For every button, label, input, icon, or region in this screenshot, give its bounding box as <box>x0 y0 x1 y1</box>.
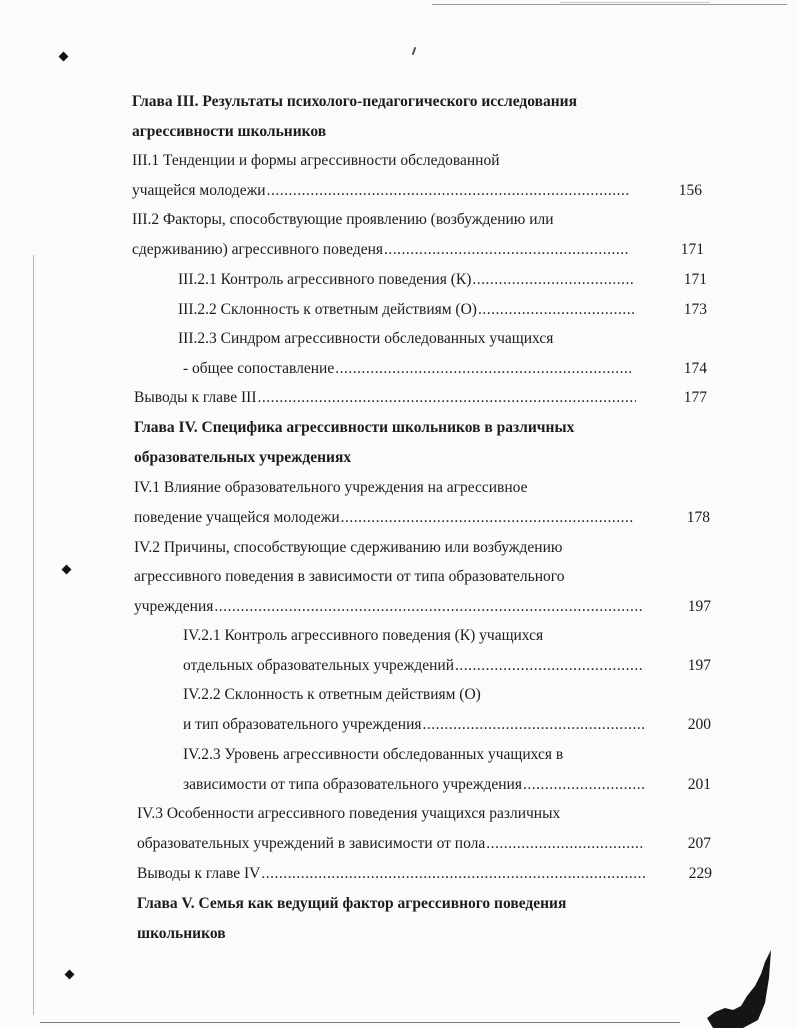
toc-entry-text: отдельных образовательных учреждений <box>183 657 454 674</box>
toc-entry-text: Выводы к главе III <box>134 389 257 406</box>
toc-entry-4-2-1: IV.2.1 Контроль агрессивного поведения (К) учащихся <box>183 627 544 644</box>
page-number: 207 <box>687 835 711 852</box>
toc-entry-ch4-conclusions <box>137 860 645 888</box>
chapter-4-title-cont: образовательных учреждениях <box>134 449 352 466</box>
toc-entry-3-1-cont <box>132 177 630 205</box>
toc-entry-text: сдерживанию) агрессивного поведеня <box>132 241 384 258</box>
toc-entry-4-2-3: IV.2.3 Уровень агрессивности обследованных учащихся в <box>183 746 564 763</box>
chapter-3-title: Глава III. Результаты психолого-педагогического исследования <box>132 93 577 110</box>
leader-dots <box>258 384 636 412</box>
page-number: 171 <box>680 241 704 258</box>
toc-entry-4-2-2-cont <box>183 711 645 739</box>
leader-dots <box>478 296 634 324</box>
page-number: 171 <box>683 271 707 288</box>
toc-entry-4-2-3-cont <box>183 771 645 799</box>
toc-entry-text: Выводы к главе IV <box>137 865 261 882</box>
page-number: 197 <box>687 598 711 615</box>
leader-dots <box>214 593 642 621</box>
page-number: 229 <box>688 865 712 882</box>
page-number: 156 <box>678 182 702 199</box>
toc-entry-4-1-cont <box>134 504 634 532</box>
page-number: 201 <box>687 776 711 793</box>
toc-entry-text: учреждения <box>134 598 214 615</box>
page-number: 173 <box>683 301 707 318</box>
leader-dots <box>335 355 631 383</box>
toc-entry-text: - общее сопоставление <box>183 360 335 377</box>
leader-dots <box>455 652 643 680</box>
leader-dots <box>341 504 634 532</box>
toc-entry-ch3-conclusions <box>134 384 636 412</box>
toc-entry-text: III.2.2 Склонность к ответным действиям (О) <box>178 301 477 318</box>
leader-dots <box>423 711 645 739</box>
toc-entry-3-1: III.1 Тенденции и формы агрессивности обследованной <box>132 152 500 169</box>
toc-entry-3-2: III.2 Факторы, способствующие проявлению (возбуждению или <box>132 211 554 228</box>
toc-entry-3-2-3: III.2.3 Синдром агрессивности обследованных учащихся <box>178 330 554 347</box>
toc-entry-4-2-1-cont <box>183 652 643 680</box>
chapter-5-title-cont: школьников <box>137 925 226 942</box>
leader-dots <box>261 860 645 888</box>
toc-entry-4-2: IV.2 Причины, способствующие сдерживанию или возбуждению <box>134 539 563 556</box>
scan-artifact-line <box>560 2 710 3</box>
scan-artifact-line <box>40 1022 680 1023</box>
page-number: 177 <box>683 389 707 406</box>
page-number: 200 <box>687 716 711 733</box>
toc-entry-4-3: IV.3 Особенности агрессивного поведения учащихся различных <box>137 805 561 822</box>
punch-hole-mark <box>62 565 72 575</box>
leader-dots <box>267 177 630 205</box>
toc-entry-3-2-cont <box>132 236 630 264</box>
chapter-5-title: Глава V. Семья как ведущий фактор агрессивного поведения <box>137 895 567 912</box>
toc-entry-text: учащейся молодежи <box>132 182 266 199</box>
leader-dots <box>384 236 630 264</box>
toc-entry-4-2-2: IV.2.2 Склонность к ответным действиям (О) <box>183 686 481 703</box>
scan-artifact-line <box>33 255 34 1015</box>
toc-entry-text: III.2.1 Контроль агрессивного поведения (К) <box>178 271 472 288</box>
page-number: 178 <box>686 509 710 526</box>
toc-entry-text: поведение учащейся молодежи <box>134 509 340 526</box>
toc-entry-4-2-cont2 <box>134 593 642 621</box>
leader-dots <box>486 830 645 858</box>
chapter-4-title: Глава IV. Специфика агрессивности школьников в различных <box>134 419 575 436</box>
leader-dots <box>523 771 645 799</box>
toc-entry-text: и тип образовательного учреждения <box>183 716 422 733</box>
toc-entry-4-1: IV.1 Влияние образовательного учреждения на агрессивное <box>134 479 528 496</box>
page-number: 197 <box>687 657 711 674</box>
toc-entry-text: зависимости от типа образовательного учреждения <box>183 776 522 793</box>
toc-entry-4-2-cont: агрессивного поведения в зависимости от типа образовательного <box>134 568 565 585</box>
ink-blot <box>703 948 773 1028</box>
leader-dots <box>472 266 634 294</box>
scan-artifact-mark <box>412 47 417 55</box>
toc-entry-3-2-1 <box>178 266 634 294</box>
chapter-3-title-cont: агрессивности школьников <box>132 123 327 140</box>
punch-hole-mark <box>65 970 75 980</box>
toc-entry-3-2-3-cont <box>183 355 631 383</box>
toc-entry-text: образовательных учреждений в зависимости от пола <box>137 835 486 852</box>
toc-entry-3-2-2 <box>178 296 634 324</box>
scan-artifact-line <box>432 4 787 5</box>
page-number: 174 <box>683 360 707 377</box>
toc-entry-4-3-cont <box>137 830 645 858</box>
punch-hole-mark <box>59 52 69 62</box>
